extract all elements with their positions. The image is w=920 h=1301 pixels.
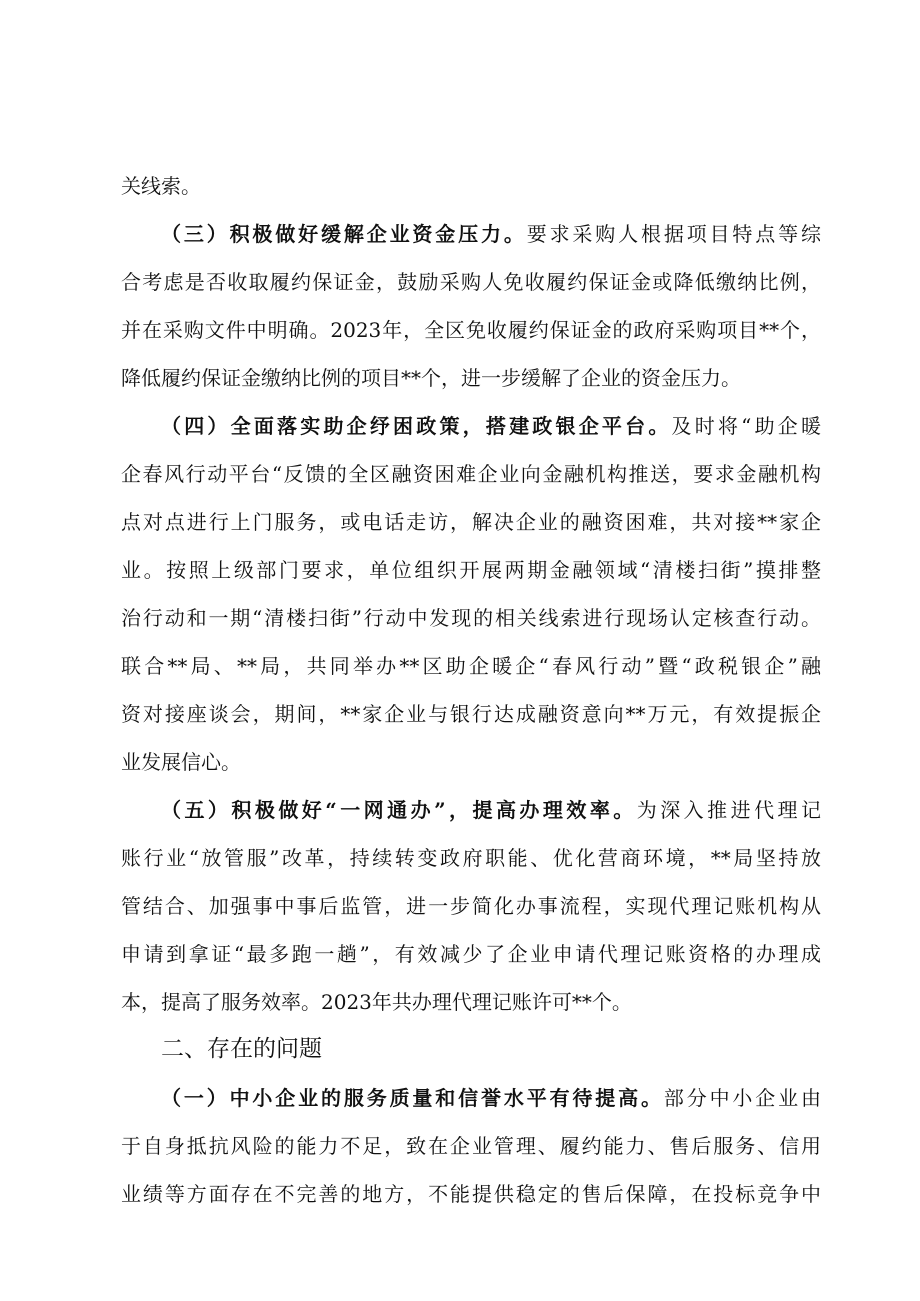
s4-line-6: 联合**局、**局，共同举办**区助企暖企“春风行动”暨“政税银企”融 [121,654,821,678]
s5-line-4: 申请到拿证“最多跑一趟”，有效减少了企业申请代理记账资格的办理成 [121,942,821,966]
s5-line-3: 管结合、加强事中事后监管，进一步简化办事流程，实现代理记账机构从 [121,894,821,918]
s5-line-5: 本，提高了服务效率。2023年共办理代理记账许可**个。 [121,990,632,1014]
s4-title: （四）全面落实助企纾困政策，搭建政银企平台。 [161,414,672,438]
p1-line-3: 业绩等方面存在不完善的地方，不能提供稳定的售后保障，在投标竞争中 [121,1182,821,1206]
prev-paragraph-tail: 关线索。 [121,174,201,198]
s4-line-4: 业。按照上级部门要求，单位组织开展两期金融领域“清楼扫街”摸排整 [121,558,821,582]
p1-text-0: 部分中小企业由 [663,1086,821,1110]
s4-line-8: 业发展信心。 [121,750,241,774]
s4-line-7: 资对接座谈会，期间，**家企业与银行达成融资意向**万元，有效提振企 [121,702,821,726]
s3-text-0: 要求采购人根据项目特点等综 [526,222,821,246]
s4-line-5: 治行动和一期“清楼扫街”行动中发现的相关线索进行现场认定核查行动。 [121,606,821,630]
s3-line-3: 并在采购文件中明确。2023年，全区免收履约保证金的政府采购项目**个， [121,318,821,342]
s4-text-0: 及时将“助企暖 [671,414,821,438]
s4-line-3: 点对点进行上门服务，或电话走访，解决企业的融资困难，共对接**家企 [121,510,821,534]
p1-line-2: 于自身抵抗风险的能力不足，致在企业管理、履约能力、售后服务、信用 [121,1134,821,1158]
s3-line-1 [161,219,821,249]
s5-title: （五）积极做好“一网通办”，提高办理效率。 [161,798,637,822]
s3-line-2: 合考虑是否收取履约保证金，鼓励采购人免收履约保证金或降低缴纳比例， [121,270,821,294]
p1-title: （一）中小企业的服务质量和信誉水平有待提高。 [161,1086,664,1110]
p1-line-1 [161,1083,821,1113]
s5-line-2: 账行业“放管服”改革，持续转变政府职能、优化营商环境，**局坚持放 [121,846,821,870]
s3-line-4: 降低履约保证金缴纳比例的项目**个，进一步缓解了企业的资金压力。 [121,366,741,390]
s4-line-1 [161,411,821,441]
s3-title: （三）积极做好缓解企业资金压力。 [161,222,527,246]
section-heading: 二、存在的问题 [161,1036,322,1062]
s5-line-1 [161,795,821,825]
s5-text-0: 为深入推进代理记 [636,798,821,822]
s4-line-2: 企春风行动平台“反馈的全区融资困难企业向金融机构推送，要求金融机构 [121,462,821,486]
